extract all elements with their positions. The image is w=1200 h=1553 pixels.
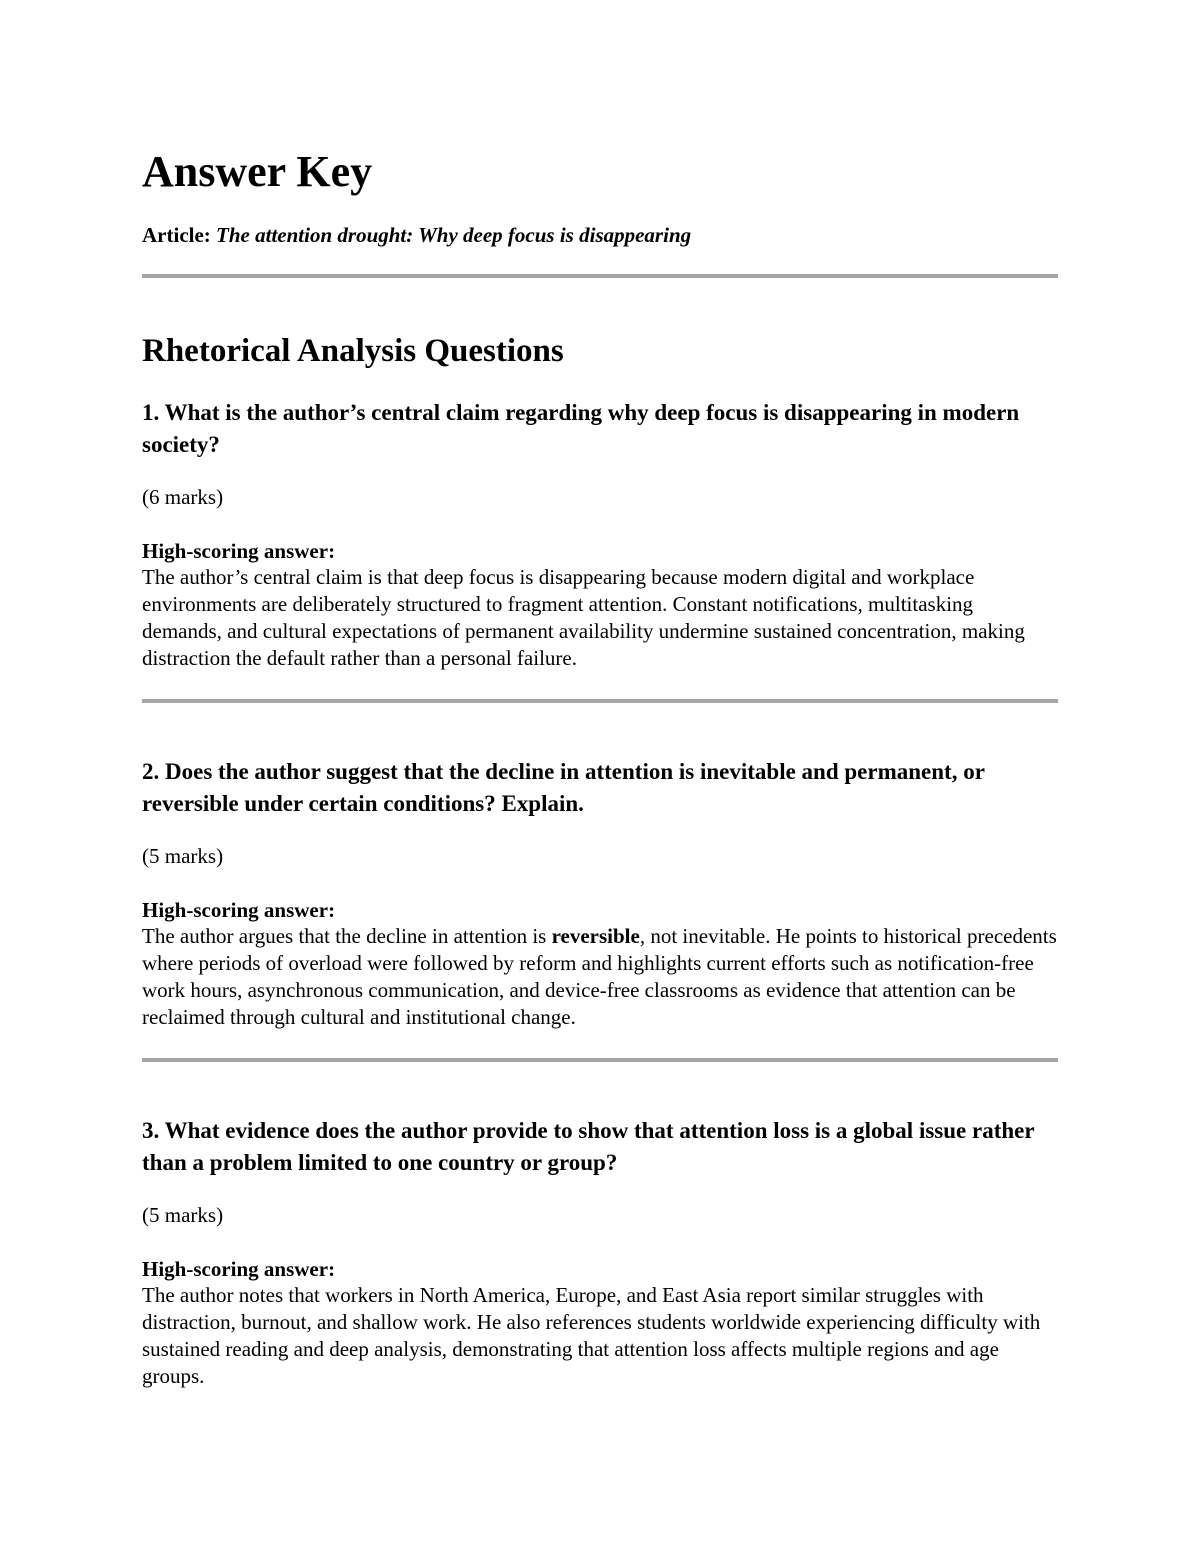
divider: [142, 1058, 1058, 1062]
question-text: 3. What evidence does the author provide to show that attention loss is a global issue rather than a problem limited to one country or group?: [142, 1118, 1035, 1175]
question-block-2: [142, 756, 1058, 1031]
answer-text: The author notes that workers in North America, Europe, and East Asia report similar struggles with distraction, burnout, and shallow work. He also references students worldwide experiencing difficulty with sustained reading and deep analysis, demonstrating that attention loss affects multiple regions and age groups.: [142, 1283, 1041, 1388]
marks-label: (5 marks): [142, 844, 224, 868]
article-line: [142, 222, 1058, 248]
section-title: Rhetorical Analysis Questions: [142, 333, 564, 369]
article-title: The attention drought: Why deep focus is disappearing: [216, 223, 692, 247]
article-prefix: Article:: [142, 223, 211, 247]
question-block-1: [142, 397, 1058, 672]
question-block-3: [142, 1115, 1058, 1390]
answer-emphasis: reversible: [551, 924, 640, 948]
answer-label: High-scoring answer:: [142, 539, 336, 563]
answer-text-part: , not inevitable. He points to historical precedents where periods of overload were followed by reform and highlights current efforts such as notification-free work hours, asynchronous communication, and device-free classrooms as evidence that attention can be reclaimed through cultural and institutional change.: [142, 924, 1057, 1029]
answer-text-part: The author argues that the decline in attention is: [142, 924, 552, 948]
answer-text: The author’s central claim is that deep focus is disappearing because modern digital and workplace environments are deliberately structured to fragment attention. Constant notifications, multitasking demands, and cultural expectations of permanent availability undermine sustained concentration, making distraction the default rather than a personal failure.: [142, 565, 1025, 670]
marks-label: (6 marks): [142, 485, 224, 509]
marks-label: (5 marks): [142, 1203, 224, 1227]
answer-label: High-scoring answer:: [142, 898, 336, 922]
question-text: 1. What is the author’s central claim regarding why deep focus is disappearing in modern society?: [142, 400, 1020, 457]
page-title: Answer Key: [142, 147, 373, 196]
divider: [142, 699, 1058, 703]
question-text: 2. Does the author suggest that the decline in attention is inevitable and permanent, or reversible under certain conditions? Explain.: [142, 759, 985, 816]
answer-text: [142, 923, 1058, 1031]
answer-label: High-scoring answer:: [142, 1257, 336, 1281]
